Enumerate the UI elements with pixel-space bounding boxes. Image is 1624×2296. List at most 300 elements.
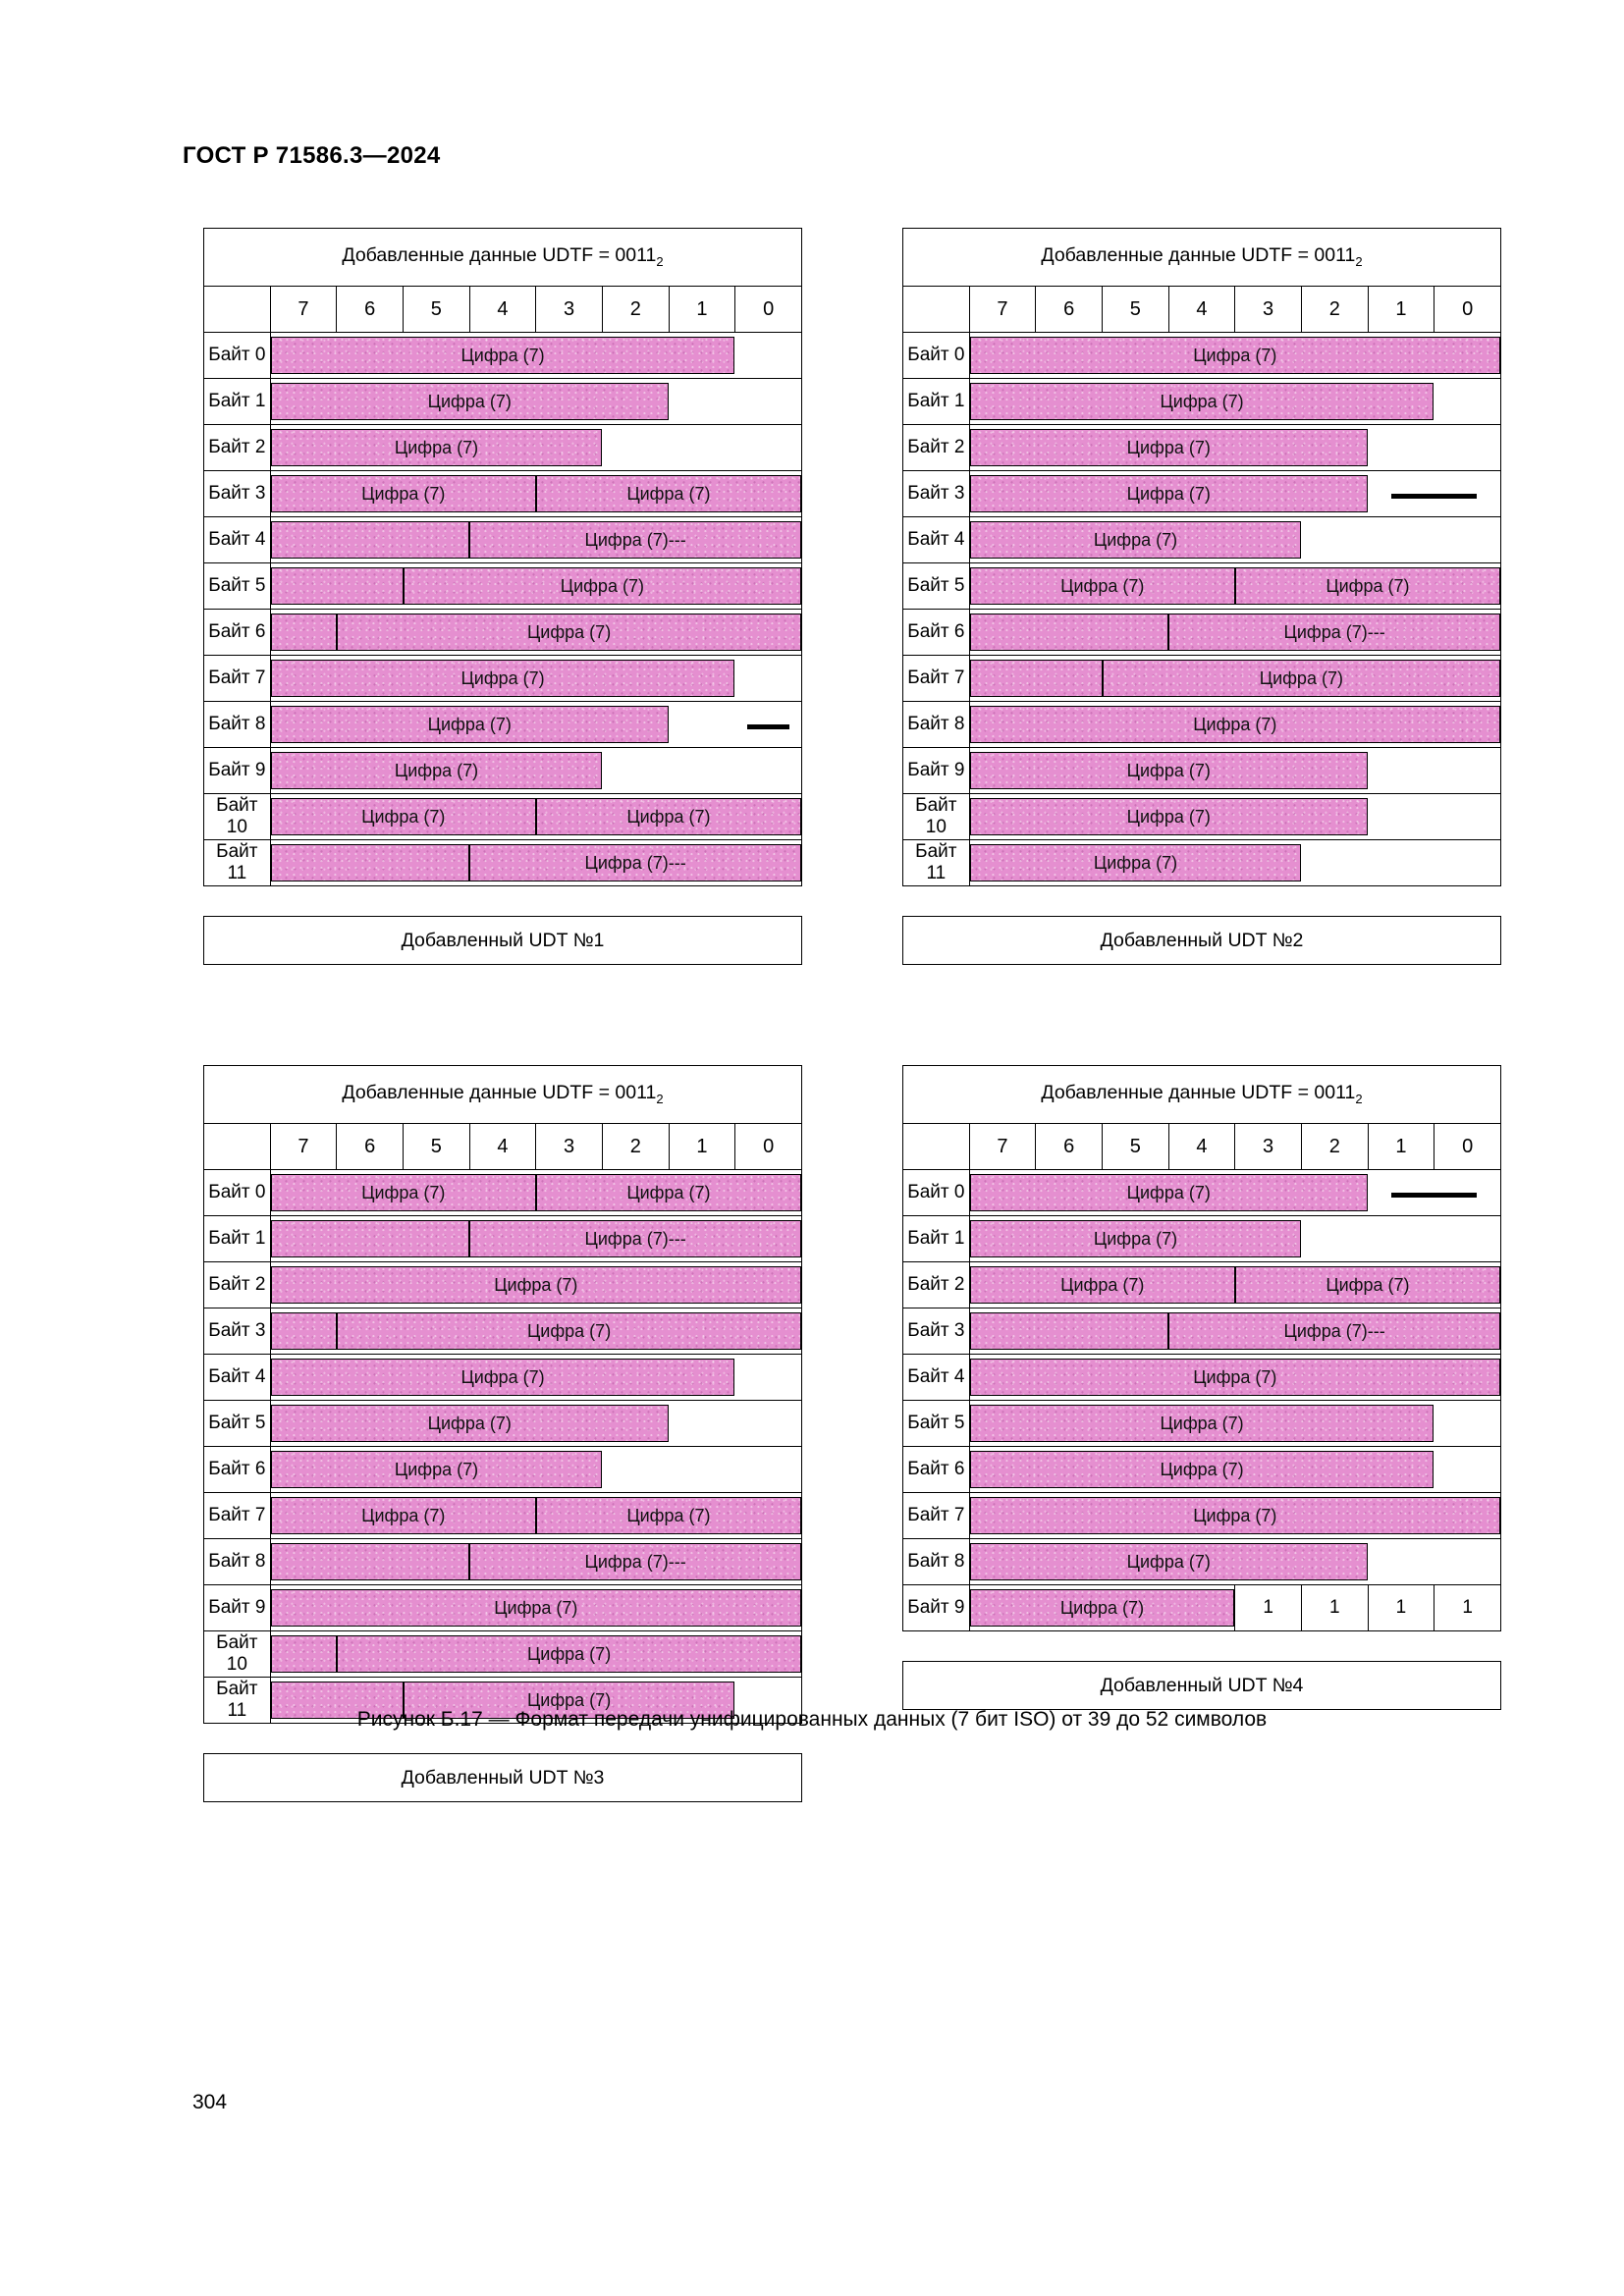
- byte-bar: [970, 333, 1500, 378]
- bit-header-cell: 0: [1435, 1124, 1501, 1170]
- byte-label: Байт 9: [204, 1585, 271, 1631]
- byte-bar-cell: [969, 1539, 1500, 1585]
- byte-bar-segment: Цифра (7): [337, 1312, 801, 1350]
- byte-label: Байт 4: [204, 517, 271, 563]
- byte-bar: [271, 425, 801, 470]
- byte-bar: [271, 1308, 801, 1354]
- table-row: [903, 1401, 1501, 1447]
- table-row: [903, 1585, 1501, 1631]
- byte-label: Байт 7: [903, 656, 970, 702]
- bit-header-cell: 1: [669, 1124, 735, 1170]
- byte-bar-segment: Цифра (7): [536, 1497, 801, 1534]
- byte-bar-cell: [969, 1585, 1235, 1631]
- byte-label: Байт 5: [204, 563, 271, 610]
- byte-bar-cell: [270, 1355, 801, 1401]
- byte-bar-cell: [969, 425, 1500, 471]
- byte-bar-segment: Цифра (7): [970, 1451, 1435, 1488]
- byte-bar-segment: Цифра (7): [271, 383, 669, 420]
- byte-label: Байт 0: [903, 333, 970, 379]
- table-title-row: [204, 1066, 802, 1124]
- table-row: [903, 379, 1501, 425]
- byte-bar-segment: Цифра (7): [970, 1497, 1500, 1534]
- byte-bar-segment: Цифра (7): [404, 567, 801, 605]
- byte-bar: [271, 1401, 801, 1446]
- byte-label: Байт 4: [903, 1355, 970, 1401]
- byte-bar: [970, 1216, 1500, 1261]
- table-title: Добавленные данные UDTF = $0011_2$: [903, 1066, 1501, 1124]
- byte-bar-cell: [969, 840, 1500, 886]
- byte-label: Байт 8: [204, 1539, 271, 1585]
- table-row: [204, 1355, 802, 1401]
- table-title-row: [903, 229, 1501, 287]
- byte-bar-segment: Цифра (7): [536, 798, 801, 835]
- byte-bar-cell: [270, 333, 801, 379]
- bit-header-cell: 6: [1036, 1124, 1103, 1170]
- table-row: [204, 1262, 802, 1308]
- byte-bar: [271, 1585, 801, 1630]
- table-row: [204, 333, 802, 379]
- byte-bar-cell: [969, 1170, 1500, 1216]
- table-row: [204, 1170, 802, 1216]
- bit-header-cell: 1: [1368, 1124, 1435, 1170]
- byte-bar-cell: [270, 702, 801, 748]
- table-row: [204, 517, 802, 563]
- udt-table: [203, 228, 802, 886]
- byte-bar-segment: Цифра (7): [970, 475, 1368, 512]
- byte-bar-cell: [270, 379, 801, 425]
- byte-label: Байт 5: [903, 563, 970, 610]
- table-row: [903, 517, 1501, 563]
- byte-bar-cell: [969, 1262, 1500, 1308]
- byte-label: Байт 10: [204, 1631, 271, 1678]
- byte-bar: [271, 1170, 801, 1215]
- byte-label: Байт 3: [204, 1308, 271, 1355]
- byte-bar-cell: [969, 702, 1500, 748]
- bit-header-cell: 4: [1168, 287, 1235, 333]
- bit-header-cell: 5: [403, 287, 469, 333]
- byte-bar-segment: Цифра (7): [970, 1220, 1302, 1257]
- table-row: [204, 425, 802, 471]
- byte-bar-segment: Цифра (7): [271, 1451, 603, 1488]
- byte-bar-segment: [271, 1543, 470, 1580]
- bit-header-corner: [903, 287, 970, 333]
- byte-bar-segment: Цифра (7): [271, 337, 735, 374]
- byte-bar-cell: [270, 425, 801, 471]
- byte-bar-cell: [270, 1631, 801, 1678]
- bit-header-corner: [204, 287, 271, 333]
- byte-bar: [271, 794, 801, 839]
- byte-bar-dash: [734, 706, 801, 743]
- figure-row-bottom: [0, 1065, 1624, 1802]
- table-row: [903, 563, 1501, 610]
- byte-bar-cell: [969, 1447, 1500, 1493]
- byte-label: Байт 11: [204, 1678, 271, 1724]
- byte-bar-segment: Цифра (7): [271, 660, 735, 697]
- byte-bit-value: 1: [1368, 1585, 1435, 1631]
- byte-bar: [271, 840, 801, 885]
- byte-bar: [970, 702, 1500, 747]
- byte-bar-segment: Цифра (7)---: [469, 1543, 801, 1580]
- table-row: [903, 425, 1501, 471]
- byte-bar-segment: Цифра (7): [271, 1359, 735, 1396]
- table-row: [204, 1539, 802, 1585]
- bit-header-cell: 7: [270, 287, 337, 333]
- byte-label: Байт 6: [204, 1447, 271, 1493]
- byte-bar-segment: Цифра (7): [337, 1635, 801, 1673]
- byte-bar-segment: Цифра (7)---: [469, 521, 801, 559]
- table-row: [204, 702, 802, 748]
- byte-bar-segment: Цифра (7): [970, 383, 1435, 420]
- bit-header-cell: 5: [1102, 1124, 1168, 1170]
- bit-header-cell: 7: [969, 287, 1036, 333]
- byte-label: Байт 2: [204, 1262, 271, 1308]
- byte-label: Байт 2: [204, 425, 271, 471]
- byte-bar-segment: Цифра (7)---: [469, 844, 801, 881]
- bit-header-row: [903, 287, 1501, 333]
- byte-bar-segment: Цифра (7): [970, 337, 1500, 374]
- byte-bar-segment: Цифра (7): [271, 1405, 669, 1442]
- byte-label: Байт 3: [903, 1308, 970, 1355]
- bit-header-cell: 2: [602, 1124, 669, 1170]
- byte-bar: [271, 471, 801, 516]
- byte-bar-segment: [271, 844, 470, 881]
- byte-bar-cell: [270, 794, 801, 840]
- byte-bar: [970, 840, 1500, 885]
- bit-header-cell: 0: [1435, 287, 1501, 333]
- byte-bar-segment: Цифра (7): [970, 521, 1302, 559]
- byte-bar: [271, 702, 801, 747]
- byte-bar-cell: [270, 1170, 801, 1216]
- table-row: [204, 610, 802, 656]
- byte-bar-cell: [969, 333, 1500, 379]
- byte-bar-segment: [970, 614, 1169, 651]
- table-title-row: [903, 1066, 1501, 1124]
- bit-header-cell: 6: [337, 1124, 404, 1170]
- bit-header-cell: 5: [403, 1124, 469, 1170]
- byte-bar-dash: [1368, 1174, 1500, 1211]
- byte-bar-cell: [969, 563, 1500, 610]
- byte-bar-cell: [969, 794, 1500, 840]
- table-title-row: [204, 229, 802, 287]
- byte-bar: [271, 1631, 801, 1677]
- byte-bit-value: 1: [1435, 1585, 1501, 1631]
- byte-bar: [271, 1355, 801, 1400]
- byte-bar: [970, 748, 1500, 793]
- byte-bar-segment: Цифра (7): [271, 475, 536, 512]
- byte-bar: [970, 1401, 1500, 1446]
- table-row: [204, 563, 802, 610]
- bit-header-cell: 4: [469, 287, 536, 333]
- figure-udt-3: [203, 1065, 802, 1802]
- byte-bar-segment: Цифра (7): [970, 1589, 1235, 1627]
- byte-bar: [970, 794, 1500, 839]
- byte-label: Байт 0: [903, 1170, 970, 1216]
- byte-bar-segment: Цифра (7): [536, 1174, 801, 1211]
- byte-bar: [271, 379, 801, 424]
- byte-bar: [970, 610, 1500, 655]
- byte-label: Байт 0: [204, 1170, 271, 1216]
- byte-bar-segment: [271, 614, 338, 651]
- byte-bar-segment: Цифра (7): [271, 1497, 536, 1534]
- byte-bar-cell: [270, 840, 801, 886]
- byte-bar-segment: Цифра (7): [970, 567, 1235, 605]
- byte-label: Байт 6: [903, 1447, 970, 1493]
- byte-bar-segment: Цифра (7): [271, 798, 536, 835]
- table-row: [204, 1308, 802, 1355]
- byte-label: Байт 9: [903, 1585, 970, 1631]
- byte-bar-segment: Цифра (7): [970, 1174, 1368, 1211]
- byte-label: Байт 5: [204, 1401, 271, 1447]
- table-row: [204, 379, 802, 425]
- table-row: [903, 1170, 1501, 1216]
- byte-bar-cell: [969, 610, 1500, 656]
- figures-container: [0, 228, 1624, 1802]
- table-title: Добавленные данные UDTF = $0011_2$: [204, 229, 802, 287]
- byte-bar-cell: [270, 1262, 801, 1308]
- udt-caption-box: Добавленный UDT №2: [902, 916, 1501, 965]
- byte-label: Байт 3: [903, 471, 970, 517]
- byte-bar: [271, 1262, 801, 1308]
- byte-bar-segment: Цифра (7): [271, 1266, 801, 1304]
- bit-header-corner: [204, 1124, 271, 1170]
- byte-label: Байт 0: [204, 333, 271, 379]
- figure-udt-2: [902, 228, 1501, 965]
- byte-bar: [970, 425, 1500, 470]
- byte-label: Байт 11: [903, 840, 970, 886]
- byte-bar-segment: [271, 567, 404, 605]
- byte-bar-cell: [270, 656, 801, 702]
- byte-bar-segment: Цифра (7): [970, 706, 1500, 743]
- byte-bar: [271, 1216, 801, 1261]
- figure-udt-4: [902, 1065, 1501, 1802]
- byte-bar-segment: Цифра (7)---: [1168, 1312, 1500, 1350]
- byte-bar-segment: Цифра (7): [970, 752, 1368, 789]
- byte-bar: [970, 1308, 1500, 1354]
- byte-label: Байт 7: [903, 1493, 970, 1539]
- byte-bar-segment: Цифра (7): [1235, 567, 1500, 605]
- bit-header-cell: 2: [1301, 287, 1368, 333]
- bit-header-cell: 3: [536, 1124, 603, 1170]
- byte-bar: [271, 1539, 801, 1584]
- udt-caption-box: Добавленный UDT №4: [902, 1661, 1501, 1710]
- byte-label: Байт 5: [903, 1401, 970, 1447]
- table-row: [903, 1216, 1501, 1262]
- table-row: [903, 702, 1501, 748]
- byte-bar: [271, 563, 801, 609]
- byte-bar-segment: Цифра (7): [271, 706, 669, 743]
- table-row: [903, 471, 1501, 517]
- byte-label: Байт 9: [204, 748, 271, 794]
- table-row: [903, 794, 1501, 840]
- byte-bar-segment: [271, 1635, 338, 1673]
- udt-table: [902, 228, 1501, 886]
- udt-table: [203, 1065, 802, 1724]
- table-row: [204, 1631, 802, 1678]
- table-row: [204, 1447, 802, 1493]
- bit-header-cell: 3: [1235, 287, 1302, 333]
- byte-bar: [970, 656, 1500, 701]
- table-title: Добавленные данные UDTF = $0011_2$: [903, 229, 1501, 287]
- byte-bar-cell: [969, 1308, 1500, 1355]
- byte-bar-segment: Цифра (7): [970, 1405, 1435, 1442]
- byte-bar: [271, 333, 801, 378]
- byte-bar-cell: [270, 563, 801, 610]
- byte-bar: [970, 1585, 1235, 1630]
- byte-label: Байт 6: [204, 610, 271, 656]
- byte-label: Байт 11: [204, 840, 271, 886]
- byte-bar-cell: [270, 748, 801, 794]
- byte-bar-segment: [271, 1312, 338, 1350]
- byte-bar: [970, 471, 1500, 516]
- table-row: [204, 1401, 802, 1447]
- byte-bar-cell: [270, 471, 801, 517]
- byte-bar-cell: [969, 471, 1500, 517]
- byte-label: Байт 3: [204, 471, 271, 517]
- byte-bar: [271, 517, 801, 562]
- byte-bar-segment: Цифра (7): [404, 1682, 735, 1719]
- byte-bar-segment: Цифра (7): [970, 429, 1368, 466]
- byte-bar-cell: [270, 1447, 801, 1493]
- byte-bar: [970, 517, 1500, 562]
- bit-header-cell: 4: [469, 1124, 536, 1170]
- bit-header-corner: [903, 1124, 970, 1170]
- byte-bar: [970, 563, 1500, 609]
- byte-bar-cell: [270, 517, 801, 563]
- byte-bar-segment: Цифра (7): [1235, 1266, 1500, 1304]
- table-row: [204, 471, 802, 517]
- byte-bar-segment: [271, 521, 470, 559]
- table-row: [903, 1262, 1501, 1308]
- bit-header-row: [903, 1124, 1501, 1170]
- table-row: [204, 1585, 802, 1631]
- byte-bar-cell: [969, 517, 1500, 563]
- bit-header-cell: 0: [735, 1124, 802, 1170]
- byte-bar: [970, 1170, 1500, 1215]
- byte-bar-segment: Цифра (7): [536, 475, 801, 512]
- bit-header-cell: 7: [270, 1124, 337, 1170]
- byte-bar-segment: Цифра (7): [970, 1266, 1235, 1304]
- byte-bar-segment: [970, 1312, 1169, 1350]
- bit-header-cell: 1: [1368, 287, 1435, 333]
- byte-label: Байт 1: [204, 379, 271, 425]
- byte-label: Байт 9: [903, 748, 970, 794]
- bit-header-row: [204, 287, 802, 333]
- table-row: [903, 1539, 1501, 1585]
- table-row: [903, 610, 1501, 656]
- byte-bar-segment: Цифра (7): [337, 614, 801, 651]
- byte-bar-dash: [1368, 475, 1500, 512]
- byte-label: Байт 1: [903, 1216, 970, 1262]
- byte-bar-cell: [270, 1539, 801, 1585]
- byte-bar-cell: [270, 1493, 801, 1539]
- byte-label: Байт 10: [903, 794, 970, 840]
- table-row: [903, 748, 1501, 794]
- table-row: [204, 656, 802, 702]
- byte-bar-segment: Цифра (7): [1103, 660, 1500, 697]
- byte-bar-segment: [271, 1220, 470, 1257]
- byte-bar-segment: Цифра (7)---: [1168, 614, 1500, 651]
- byte-bar-segment: Цифра (7): [271, 1589, 801, 1627]
- byte-label: Байт 2: [903, 1262, 970, 1308]
- bit-header-cell: 1: [669, 287, 735, 333]
- byte-bar-segment: Цифра (7): [970, 1359, 1500, 1396]
- byte-bar-cell: [969, 1355, 1500, 1401]
- byte-label: Байт 8: [204, 702, 271, 748]
- bit-header-cell: 6: [1036, 287, 1103, 333]
- table-row: [903, 333, 1501, 379]
- figure-udt-1: [203, 228, 802, 965]
- byte-bar-cell: [270, 1585, 801, 1631]
- table-row: [204, 794, 802, 840]
- table-row: [204, 1493, 802, 1539]
- byte-bit-value: 1: [1301, 1585, 1368, 1631]
- table-row: [204, 1216, 802, 1262]
- bit-header-cell: 2: [602, 287, 669, 333]
- bit-header-cell: 3: [536, 287, 603, 333]
- byte-bar-cell: [969, 1401, 1500, 1447]
- byte-bar-cell: [969, 1493, 1500, 1539]
- byte-bar: [271, 656, 801, 701]
- byte-bar-segment: [970, 660, 1103, 697]
- byte-bar-segment: Цифра (7): [271, 1174, 536, 1211]
- byte-label: Байт 8: [903, 1539, 970, 1585]
- byte-label: Байт 1: [204, 1216, 271, 1262]
- byte-bar: [970, 1447, 1500, 1492]
- byte-bar-segment: Цифра (7): [970, 1543, 1368, 1580]
- byte-bar-cell: [270, 610, 801, 656]
- bit-header-cell: 5: [1102, 287, 1168, 333]
- table-row: [903, 1447, 1501, 1493]
- udt-caption-box: Добавленный UDT №3: [203, 1753, 802, 1802]
- bit-header-row: [204, 1124, 802, 1170]
- byte-bit-value: 1: [1235, 1585, 1302, 1631]
- table-row: [903, 656, 1501, 702]
- bit-header-cell: 0: [735, 287, 802, 333]
- byte-bar-cell: [270, 1401, 801, 1447]
- byte-bar: [970, 1539, 1500, 1584]
- byte-bar-segment: Цифра (7)---: [469, 1220, 801, 1257]
- figure-row-top: [0, 228, 1624, 965]
- bit-header-cell: 4: [1168, 1124, 1235, 1170]
- bit-header-cell: 3: [1235, 1124, 1302, 1170]
- byte-label: Байт 1: [903, 379, 970, 425]
- byte-label: Байт 4: [204, 1355, 271, 1401]
- udt-table: [902, 1065, 1501, 1631]
- byte-bar-cell: [969, 379, 1500, 425]
- bit-header-cell: 6: [337, 287, 404, 333]
- byte-bar: [970, 1493, 1500, 1538]
- byte-label: Байт 7: [204, 1493, 271, 1539]
- byte-bar-cell: [969, 748, 1500, 794]
- byte-bar-cell: [969, 1216, 1500, 1262]
- byte-bar-segment: Цифра (7): [271, 752, 603, 789]
- byte-bar: [970, 1262, 1500, 1308]
- table-row: [903, 840, 1501, 886]
- byte-bar-segment: Цифра (7): [970, 798, 1368, 835]
- byte-bar-segment: Цифра (7): [271, 429, 603, 466]
- byte-bar: [970, 1355, 1500, 1400]
- table-row: [903, 1493, 1501, 1539]
- table-row: [903, 1355, 1501, 1401]
- bit-header-cell: 2: [1301, 1124, 1368, 1170]
- page-header: ГОСТ Р 71586.3—2024: [183, 142, 441, 169]
- table-row: [903, 1308, 1501, 1355]
- byte-label: Байт 6: [903, 610, 970, 656]
- byte-label: Байт 7: [204, 656, 271, 702]
- byte-bar: [271, 1493, 801, 1538]
- udt-caption-box: Добавленный UDT №1: [203, 916, 802, 965]
- byte-bar: [271, 1447, 801, 1492]
